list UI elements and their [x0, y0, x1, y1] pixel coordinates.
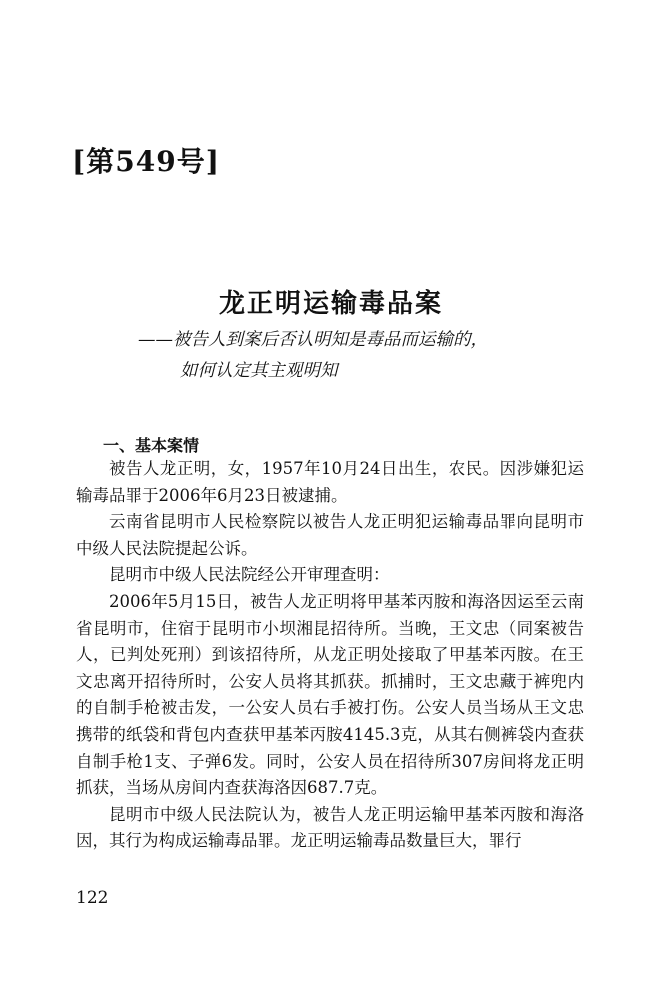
case-subtitle	[138, 325, 488, 387]
paragraph-trial-intro: 昆明市中级人民法院经公开审理查明：	[109, 565, 390, 585]
subtitle-line-1: ——被告人到案后否认明知是毒品而运输的，	[138, 330, 488, 350]
case-title: 龙正明运输毒品案	[218, 289, 443, 319]
subtitle-line-2: 如何认定其主观明知	[180, 361, 338, 381]
paragraph-defendant-info: 被告人龙正明，女，1957年10月24日出生，农民。因涉嫌犯运输毒品罪于2006年6月23日被逮捕。	[76, 459, 584, 505]
page-number: 122	[76, 888, 109, 908]
paragraph-court-opinion: 昆明市中级人民法院认为，被告人龙正明运输甲基苯丙胺和海洛因，其行为构成运输毒品罪。龙正明运输毒品数量巨大，罪行	[76, 804, 584, 851]
paragraph-facts: 2006年5月15日，被告人龙正明将甲基苯丙胺和海洛因运至云南省昆明市，住宿于昆明市小坝湘昆招待所。当晚，王文忠（同案被告人，已判处死刑）到该招待所，从龙正明处接取了甲基苯丙胺。在王文忠离开招待所时，公安人员将其抓获。抓捕时，王文忠藏于裤兜内的自制手枪被击发，一公安人员右手被打伤。公安人员当场从王文忠携带的纸袋和背包内查获甲基苯丙胺4145.3克，从其右侧裤袋内查获自制手枪1支、子弹6发。同时，公安人员在招待所307房间将龙正明抓获，当场从房间内查获海洛因687.7克。	[76, 591, 584, 798]
section-heading: 一、基本案情	[103, 436, 200, 455]
case-number: [第549号]	[72, 145, 220, 178]
body-text	[76, 456, 584, 855]
paragraph-prosecution: 云南省昆明市人民检察院以被告人龙正明犯运输毒品罪向昆明市中级人民法院提起公诉。	[76, 512, 584, 558]
